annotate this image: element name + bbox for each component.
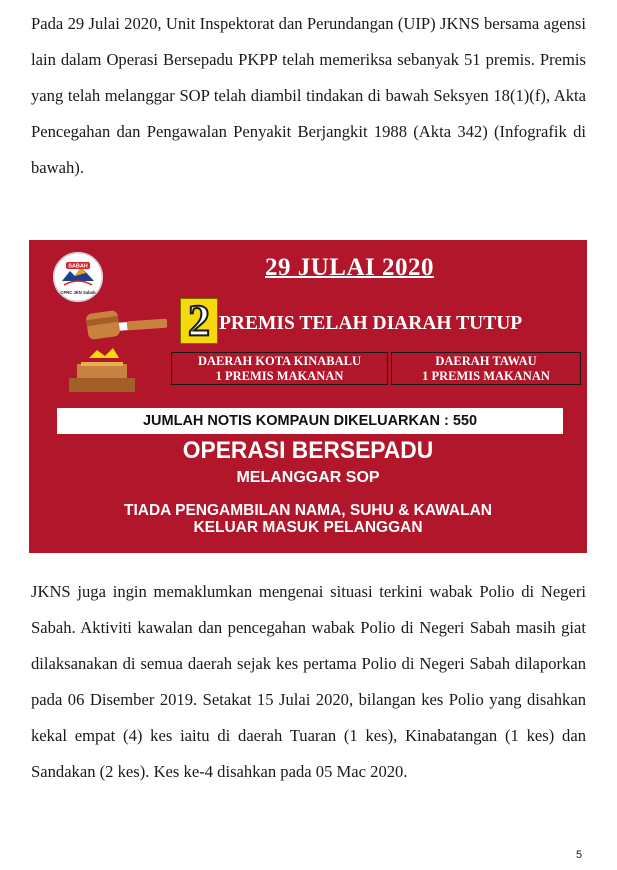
operation-description	[29, 502, 587, 536]
polio-paragraph: JKNS juga ingin memaklumkan mengenai situasi terkini wabak Polio di Negeri Sabah. Aktiviti kawalan dan pencegahan wabak Polio di Negeri Sabah masih giat dilaksanakan di semua daerah sejak kes pertama Polio di Negeri Sabah dilaporkan pada 06 Disember 2019. Setakat 15 Julai 2020, bilangan kes Polio yang disahkan kekal empat (4) kes iaitu di daerah Tuaran (1 kes), Kinabatangan (1 kes) dan Sandakan (2 kes). Kes ke-4 disahkan pada 05 Mac 2020.	[31, 582, 586, 781]
svg-text:SABAH: SABAH	[68, 263, 88, 270]
district-name: DAERAH KOTA KINABALU	[198, 354, 361, 368]
premises-count-badge	[180, 298, 218, 344]
operation-title: OPERASI BERSEPADU	[182, 437, 434, 464]
sabah-cprc-logo-icon	[53, 252, 103, 302]
district-name: DAERAH TAWAU	[435, 354, 537, 368]
operation-desc-line-2: KELUAR MASUK PELANGGAN	[193, 519, 423, 536]
svg-text:CPRC JKN Sabah: CPRC JKN Sabah	[60, 290, 96, 295]
intro-paragraph: Pada 29 Julai 2020, Unit Inspektorat dan Perundangan (UIP) JKNS bersama agensi lain dalam Operasi Bersepadu PKPP telah memeriksa sebanyak 51 premis. Premis yang telah melanggar SOP telah diambil tindakan di bawah Seksyen 18(1)(f), Akta Pencegahan dan Pengawalan Penyakit Berjangkit 1988 (Akta 342) (Infografik di bawah).	[31, 14, 586, 177]
premises-count: 2	[188, 296, 210, 345]
infographic-panel	[29, 240, 587, 553]
page-number: 5	[576, 849, 583, 861]
district-detail: 1 PREMIS MAKANAN	[215, 369, 344, 383]
operation-subtitle: MELANGGAR SOP	[236, 469, 380, 486]
premises-closed-heading: PREMIS TELAH DIARAH TUTUP	[219, 313, 523, 334]
date-heading: 29 JULAI 2020	[265, 254, 435, 281]
compound-notice-bar: JUMLAH NOTIS KOMPAUN DIKELUARKAN : 550	[57, 408, 563, 434]
gavel-icon	[67, 304, 187, 396]
operation-desc-line-1: TIADA PENGAMBILAN NAMA, SUHU & KAWALAN	[124, 502, 492, 519]
district-box-tawau	[391, 352, 581, 385]
district-detail: 1 PREMIS MAKANAN	[422, 369, 550, 383]
district-box-kota-kinabalu	[171, 352, 388, 385]
